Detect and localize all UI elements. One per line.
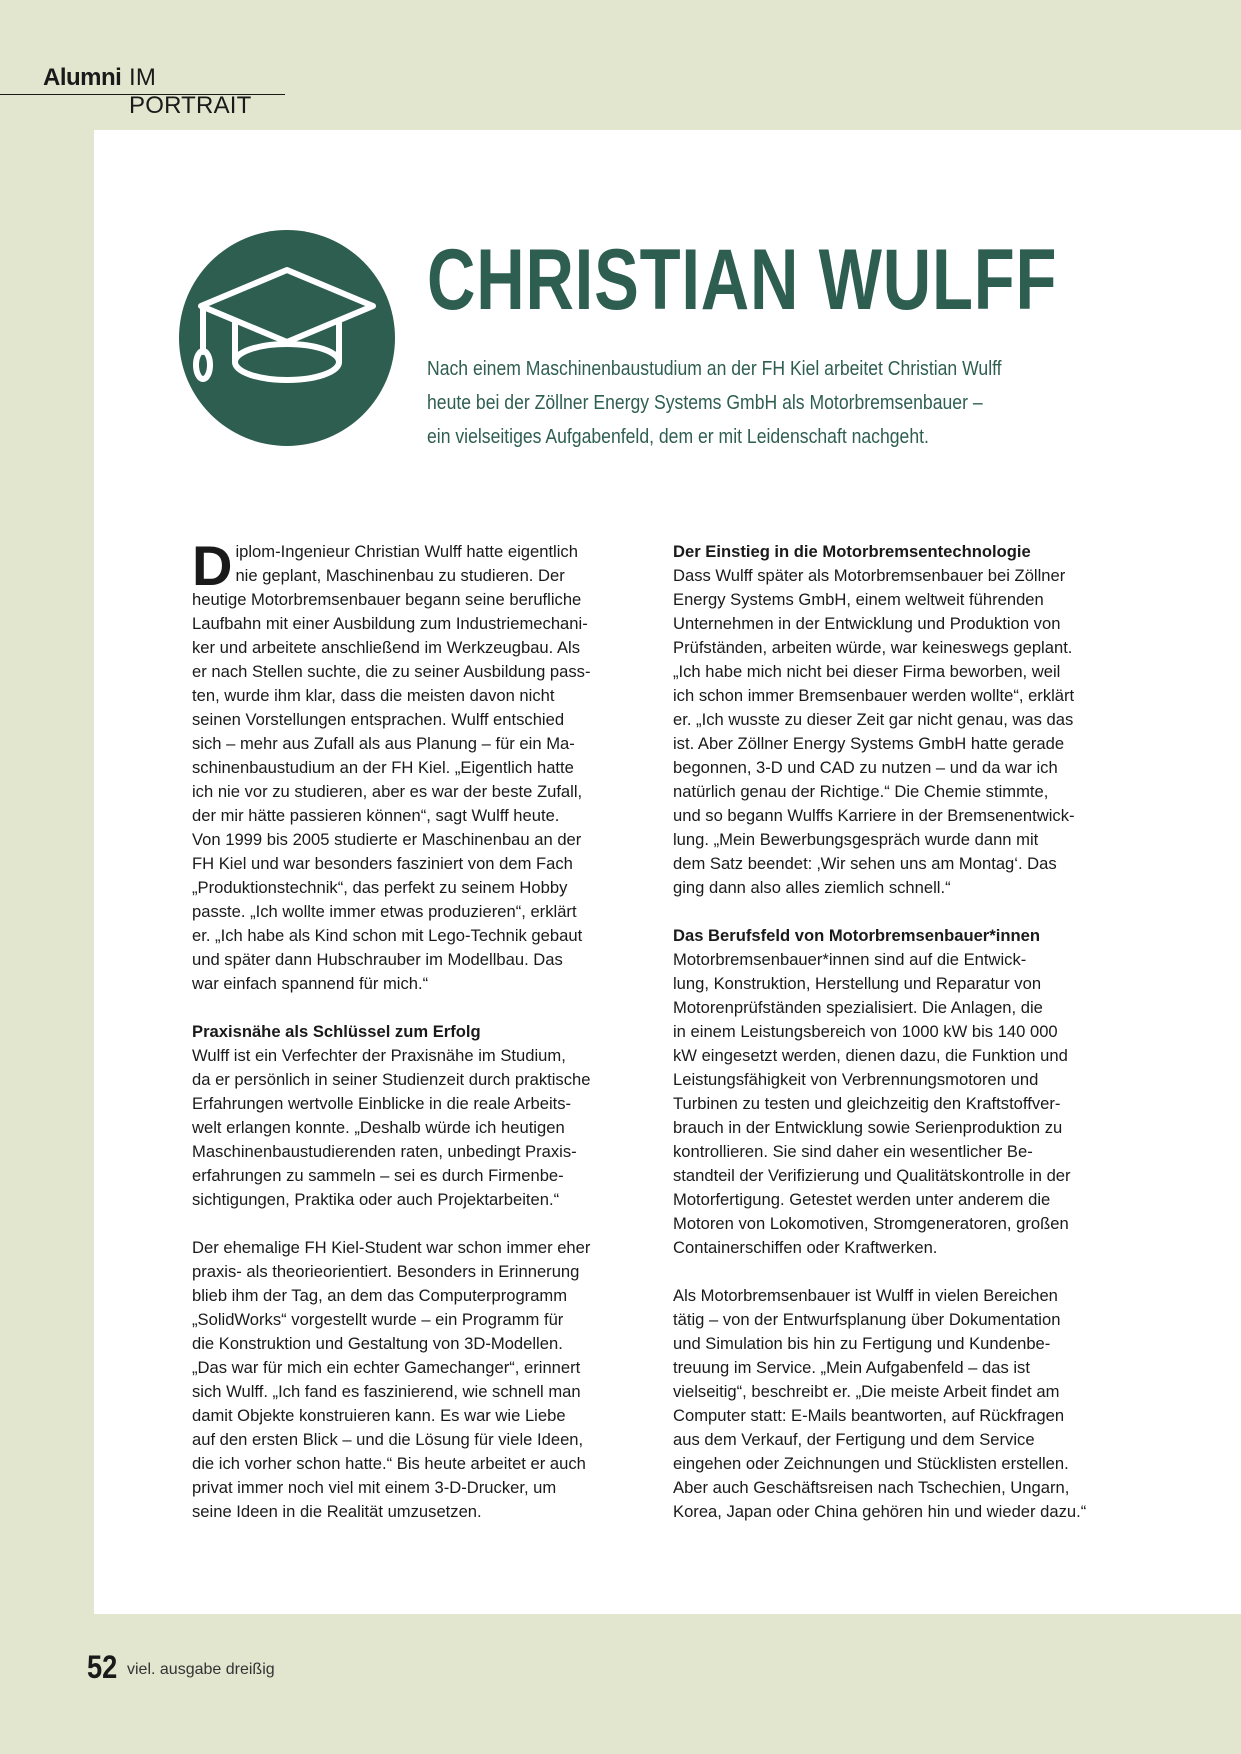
- text-line: eingehen oder Zeichnungen und Stücklisten erstellen.: [673, 1454, 1069, 1473]
- text-line: welt erlangen konnte. „Deshalb würde ich heutigen: [192, 1118, 565, 1137]
- graduation-cap-icon: [179, 230, 395, 446]
- text-line: er. „Ich habe als Kind schon mit Lego-Technik gebaut: [192, 926, 583, 945]
- text-line: Motorfertigung. Getestet werden unter anderem die: [673, 1190, 1051, 1209]
- text-line: auf den ersten Blick – und die Lösung für viele Ideen,: [192, 1430, 584, 1449]
- text-line: lung, Konstruktion, Herstellung und Reparatur von: [673, 974, 1042, 993]
- paragraph-gap: [673, 900, 1135, 924]
- text-line: nie geplant, Maschinenbau zu studieren. Der: [235, 566, 565, 585]
- section-heading: Der Einstieg in die Motorbremsentechnologie: [673, 542, 1031, 561]
- text-line: Motoren von Lokomotiven, Stromgeneratoren, großen: [673, 1214, 1069, 1233]
- text-line: „Das war für mich ein echter Gamechanger“, erinnert: [192, 1358, 581, 1377]
- text-line: in einem Leistungsbereich von 1000 kW bis 140 000: [673, 1022, 1058, 1041]
- text-line: ging dann also alles ziemlich schnell.“: [673, 878, 951, 897]
- text-line: die ich vorher schon hatte.“ Bis heute arbeitet er auch: [192, 1454, 586, 1473]
- lead-line: ein vielseitiges Aufgabenfeld, dem er mit Leidenschaft nachgeht.: [427, 426, 929, 448]
- text-line: standteil der Verifizierung und Qualitätskontrolle in der: [673, 1166, 1071, 1185]
- paragraph-gap: [192, 1212, 654, 1236]
- text-line: begonnen, 3-D und CAD zu nutzen – und da war ich: [673, 758, 1058, 777]
- text-line: Motorbremsenbauer*innen sind auf die Entwick-: [673, 950, 1027, 969]
- text-line: er. „Ich wusste zu dieser Zeit gar nicht genau, was das: [673, 710, 1074, 729]
- text-line: seine Ideen in die Realität umzusetzen.: [192, 1502, 482, 1521]
- text-line: Energy Systems GmbH, einem weltweit führenden: [673, 590, 1044, 609]
- text-line: ich schon immer Bremsenbauer werden wollte“, erklärt: [673, 686, 1075, 705]
- text-line: praxis- als theorieorientiert. Besonders in Erinnerung: [192, 1262, 580, 1281]
- text-line: passte. „Ich wollte immer etwas produzieren“, erklärt: [192, 902, 577, 921]
- text-line: sichtigungen, Praktika oder auch Projektarbeiten.“: [192, 1190, 560, 1209]
- text-line: die Konstruktion und Gestaltung von 3D-Modellen.: [192, 1334, 563, 1353]
- right-column: [673, 540, 1135, 1524]
- text-line: Aber auch Geschäftsreisen nach Tschechien, Ungarn,: [673, 1478, 1070, 1497]
- text-line: privat immer noch viel mit einem 3-D-Drucker, um: [192, 1478, 557, 1497]
- text-line: Maschinenbaustudierenden raten, unbedingt Praxis-: [192, 1142, 577, 1161]
- text-line: Wulff ist ein Verfechter der Praxisnähe im Studium,: [192, 1046, 566, 1065]
- paragraph-gap: [673, 1260, 1135, 1284]
- text-line: Prüfständen, arbeiten würde, war keineswegs geplant.: [673, 638, 1073, 657]
- text-line: und so begann Wulffs Karriere in der Bremsenentwick-: [673, 806, 1075, 825]
- text-line: „Ich habe mich nicht bei dieser Firma beworben, weil: [673, 662, 1061, 681]
- text-line: Computer statt: E-Mails beantworten, auf Rückfragen: [673, 1406, 1065, 1425]
- text-line: „SolidWorks“ vorgestellt wurde – ein Programm für: [192, 1310, 564, 1329]
- text-line: brauch in der Entwicklung sowie Serienproduktion zu: [673, 1118, 1063, 1137]
- section-label-light: IM PORTRAIT: [129, 64, 252, 119]
- text-line: Als Motorbremsenbauer ist Wulff in vielen Bereichen: [673, 1286, 1058, 1305]
- text-line: war einfach spannend für mich.“: [192, 974, 429, 993]
- text-line: Der ehemalige FH Kiel-Student war schon immer eher: [192, 1238, 591, 1257]
- paragraph-gap: [192, 996, 654, 1020]
- text-line: ker und arbeitete anschließend im Werkzeugbau. Als: [192, 638, 581, 657]
- text-line: Unternehmen in der Entwicklung und Produktion von: [673, 614, 1061, 633]
- text-line: der mir hätte passieren können“, sagt Wulff heute.: [192, 806, 560, 825]
- article-panel: [94, 130, 1241, 1614]
- page-number: 52: [87, 1649, 118, 1685]
- text-line: Containerschiffen oder Kraftwerken.: [673, 1238, 938, 1257]
- text-line: aus dem Verkauf, der Fertigung und dem Service: [673, 1430, 1035, 1449]
- text-line: Laufbahn mit einer Ausbildung zum Industriemechani-: [192, 614, 588, 633]
- text-line: Korea, Japan oder China gehören hin und wieder dazu.“: [673, 1502, 1087, 1521]
- text-line: „Produktionstechnik“, das perfekt zu seinem Hobby: [192, 878, 568, 897]
- text-line: kontrollieren. Sie sind daher ein wesentlicher Be-: [673, 1142, 1033, 1161]
- text-line: natürlich genau der Richtige.“ Die Chemie stimmte,: [673, 782, 1049, 801]
- text-line: Von 1999 bis 2005 studierte er Maschinenbau an der: [192, 830, 582, 849]
- text-line: dem Satz beendet: ‚Wir sehen uns am Montag‘. Das: [673, 854, 1057, 873]
- text-line: FH Kiel und war besonders fasziniert von dem Fach: [192, 854, 573, 873]
- text-line: lung. „Mein Bewerbungsgespräch wurde dann mit: [673, 830, 1039, 849]
- text-line: heutige Motorbremsenbauer begann seine berufliche: [192, 590, 582, 609]
- text-line: tätig – von der Entwurfsplanung über Dokumentation: [673, 1310, 1061, 1329]
- text-line: ist. Aber Zöllner Energy Systems GmbH hatte gerade: [673, 734, 1065, 753]
- text-line: Motorenprüfständen spezialisiert. Die Anlagen, die: [673, 998, 1043, 1017]
- lead-line: Nach einem Maschinenbaustudium an der FH Kiel arbeitet Christian Wulff: [427, 358, 1002, 380]
- text-line: erfahrungen zu sammeln – sei es durch Firmenbe-: [192, 1166, 564, 1185]
- section-label: [0, 60, 285, 119]
- text-line: treuung im Service. „Mein Aufgabenfeld – das ist: [673, 1358, 1030, 1377]
- text-line: sich – mehr aus Zufall als aus Planung – für ein Ma-: [192, 734, 575, 753]
- section-heading: Praxisnähe als Schlüssel zum Erfolg: [192, 1022, 481, 1041]
- section-label-strong: Alumni: [43, 64, 122, 91]
- text-line: da er persönlich in seiner Studienzeit durch praktische: [192, 1070, 591, 1089]
- text-line: Leistungsfähigkeit von Verbrennungsmotoren und: [673, 1070, 1039, 1089]
- text-line: und später dann Hubschrauber im Modellbau. Das: [192, 950, 563, 969]
- text-line: iplom-Ingenieur Christian Wulff hatte eigentlich: [235, 542, 578, 561]
- section-heading: Das Berufsfeld von Motorbremsenbauer*innen: [673, 926, 1040, 945]
- text-line: und Simulation bis hin zu Fertigung und Kundenbe-: [673, 1334, 1051, 1353]
- article-lead: [427, 352, 1061, 454]
- text-line: vielseitig“, beschreibt er. „Die meiste Arbeit findet am: [673, 1382, 1060, 1401]
- text-line: seinen Vorstellungen entsprachen. Wulff entschied: [192, 710, 565, 729]
- text-line: Dass Wulff später als Motorbremsenbauer bei Zöllner: [673, 566, 1066, 585]
- text-line: damit Objekte konstruieren kann. Es war wie Liebe: [192, 1406, 566, 1425]
- text-line: schinenbaustudium an der FH Kiel. „Eigentlich hatte: [192, 758, 574, 777]
- text-line: ich nie vor zu studieren, aber es war der beste Zufall,: [192, 782, 583, 801]
- article-title: CHRISTIAN WULFF: [427, 232, 1058, 328]
- text-line: kW eingesetzt werden, dienen dazu, die Funktion und: [673, 1046, 1068, 1065]
- text-line: ten, wurde ihm klar, dass die meisten davon nicht: [192, 686, 555, 705]
- lead-line: heute bei der Zöllner Energy Systems GmbH als Motorbremsenbauer –: [427, 392, 983, 414]
- publication-name: viel. ausgabe dreißig: [127, 1661, 275, 1678]
- text-line: er nach Stellen suchte, die zu seiner Ausbildung pass-: [192, 662, 591, 681]
- text-line: Erfahrungen wertvolle Einblicke in die reale Arbeits-: [192, 1094, 572, 1113]
- text-line: sich Wulff. „Ich fand es faszinierend, wie schnell man: [192, 1382, 581, 1401]
- text-line: Turbinen zu testen und gleichzeitig den Kraftstoffver-: [673, 1094, 1061, 1113]
- dropcap: D: [192, 534, 233, 597]
- left-column: [192, 534, 654, 1524]
- text-line: blieb ihm der Tag, an dem das Computerprogramm: [192, 1286, 568, 1305]
